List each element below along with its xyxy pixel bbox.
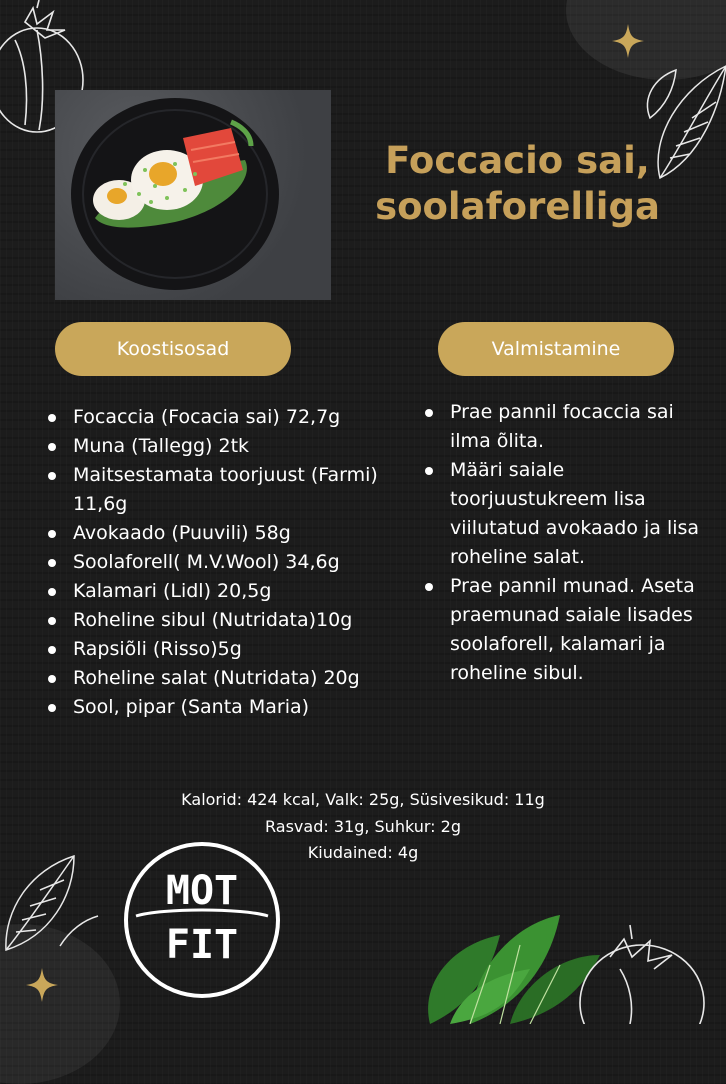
- list-item: Rapsiõli (Risso)5g: [36, 635, 426, 664]
- leaf-sketch-icon: [0, 850, 100, 960]
- list-item: Muna (Tallegg) 2tk: [36, 432, 426, 461]
- list-item: Soolaforell( M.V.Wool) 34,6g: [36, 548, 426, 577]
- dish-photo: [55, 90, 331, 300]
- nutrition-line: Rasvad: 31g, Suhkur: 2g: [265, 816, 461, 836]
- sparkle-icon: [26, 968, 58, 1002]
- list-item: Prae pannil munad. Aseta praemunad saiale lisades soolaforell, kalamari ja roheline sibul.: [413, 572, 713, 688]
- motfit-logo: [122, 840, 282, 1000]
- ingredients-label-text: Koostisosad: [116, 338, 230, 360]
- title-line-1: Foccacio sai,: [385, 139, 650, 182]
- logo-text-bottom: FIT: [165, 922, 239, 968]
- ingredients-list: [36, 403, 426, 722]
- list-item: Prae pannil focaccia sai ilma õlita.: [413, 398, 713, 456]
- logo-text-top: MOT: [165, 868, 239, 914]
- list-item: Roheline salat (Nutridata) 20g: [36, 664, 426, 693]
- nutrition-line: Kiudained: 4g: [307, 843, 419, 862]
- list-item: Maitsestamata toorjuust (Farmi) 11,6g: [36, 461, 426, 519]
- list-item: Määri saiale toorjuustukreem lisa viilutatud avokaado ja lisa roheline salat.: [413, 456, 713, 572]
- dish-photo-graphic: [55, 90, 331, 300]
- list-item: Kalamari (Lidl) 20,5g: [36, 577, 426, 606]
- steps-label-text: Valmistamine: [491, 338, 621, 360]
- list-item: Focaccia (Focacia sai) 72,7g: [36, 403, 426, 432]
- page-title: [340, 138, 695, 230]
- ingredients-label: [55, 322, 291, 376]
- sparkle-icon: [612, 24, 644, 58]
- list-item: Avokaado (Puuvili) 58g: [36, 519, 426, 548]
- steps-list: [413, 398, 713, 688]
- list-item: Sool, pipar (Santa Maria): [36, 693, 426, 722]
- title-line-2: soolaforelliga: [375, 185, 660, 228]
- steps-label: [438, 322, 674, 376]
- nutrition-line: Kalorid: 424 kcal, Valk: 25g, Süsivesikud: 11g: [181, 790, 545, 809]
- spinach-tomato-illustration-icon: [410, 905, 726, 1024]
- list-item: Roheline sibul (Nutridata)10g: [36, 606, 426, 635]
